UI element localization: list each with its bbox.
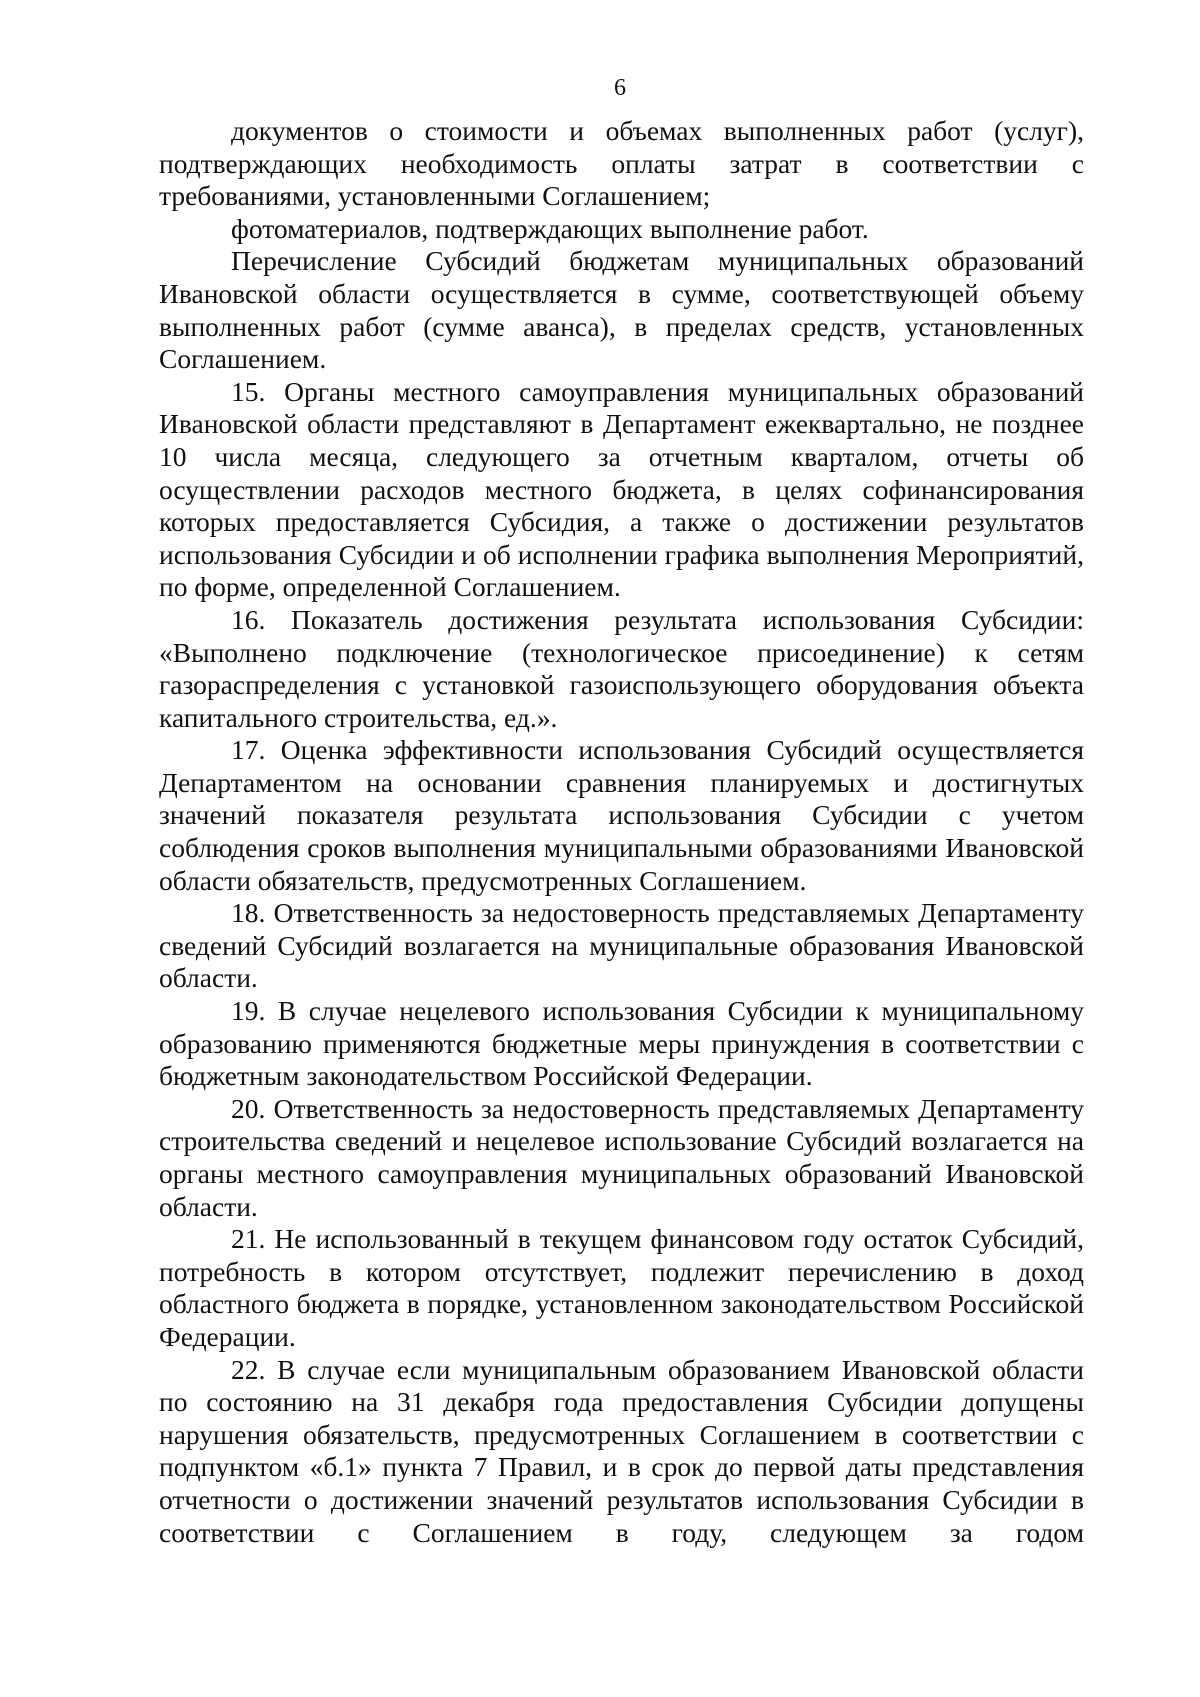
paragraph-subsidy-transfer: Перечисление Субсидий бюджетам муниципальных образований Ивановской области осуществляется в сумме, соответствующей объему выполненных работ (сумме аванса), в пределах средств, установленных Соглашением. — [159, 245, 1084, 375]
page-number: 6 — [614, 75, 626, 101]
paragraph-item-15: 15. Органы местного самоуправления муниципальных образований Ивановской области представляют в Департамент ежеквартально, не позднее 10 числа месяца, следующего за отчетным кварталом, отчеты об осуществлении расходов местного бюджета, в целях софинансирования которых предоставляется Субсидия, а также о достижении результатов использования Субсидии и об исполнении графика выполнения Мероприятий, по форме, определенной Соглашением. — [159, 375, 1084, 603]
paragraph-item-17: 17. Оценка эффективности использования Субсидий осуществляется Департаментом на основании сравнения планируемых и достигнутых значений показателя результата использования Субсидии с учетом соблюдения сроков выполнения муниципальными образованиями Ивановской области обязательств, предусмотренных Соглашением. — [159, 734, 1084, 896]
document-body — [159, 115, 1084, 1549]
paragraph-item-18: 18. Ответственность за недостоверность представляемых Департаменту сведений Субсидий возлагается на муниципальные образования Ивановской области. — [159, 897, 1084, 994]
paragraph-item-20: 20. Ответственность за недостоверность представляемых Департаменту строительства сведений и нецелевое использование Субсидий возлагается на органы местного самоуправления муниципальных образований Ивановской области. — [159, 1092, 1084, 1222]
paragraph-item-16: 16. Показатель достижения результата использования Субсидии: «Выполнено подключение (технологическое присоединение) к сетям газораспределения с установкой газоиспользующего оборудования объекта капитального строительства, ед.». — [159, 603, 1084, 733]
paragraph-item-21: 21. Не использованный в текущем финансовом году остаток Субсидий, потребность в котором отсутствует, подлежит перечислению в доход областного бюджета в порядке, установленном законодательством Российской Федерации. — [159, 1223, 1084, 1352]
paragraph-documents-list: документов о стоимости и объемах выполненных работ (услуг), подтверждающих необходимость оплаты затрат в соответствии с требованиями, установленными Соглашением; — [159, 115, 1084, 212]
paragraph-item-22: 22. В случае если муниципальным образованием Ивановской области по состоянию на 31 декабря года предоставления Субсидии допущены нарушения обязательств, предусмотренных Соглашением в соответствии с подпунктом «б.1» пункта 7 Правил, и в срок до первой даты представления отчетности о достижении значений результатов использования Субсидии в соответствии с Соглашением в году, следующем за годом — [159, 1353, 1084, 1548]
paragraph-item-19: 19. В случае нецелевого использования Субсидии к муниципальному образованию применяются бюджетные меры принуждения в соответствии с бюджетным законодательством Российской Федерации. — [159, 995, 1084, 1092]
paragraph-photo-materials: фотоматериалов, подтверждающих выполнение работ. — [231, 212, 869, 244]
